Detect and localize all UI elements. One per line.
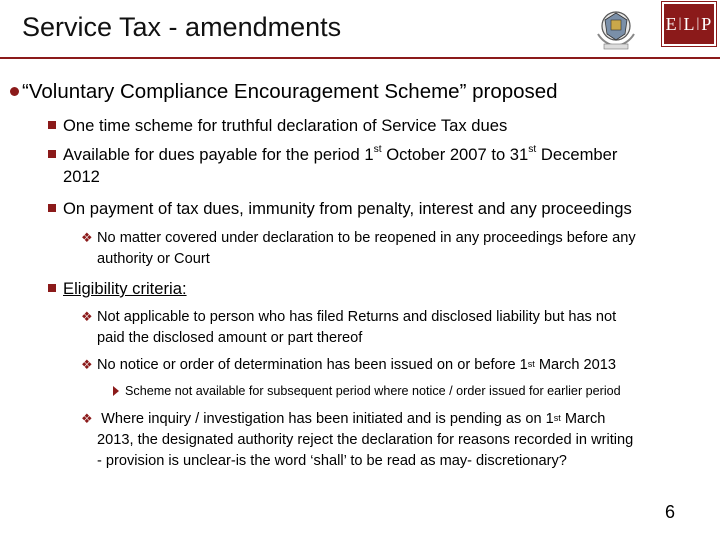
bullet-text [63, 145, 617, 164]
ordinal-suffix: st [528, 143, 537, 155]
title-divider [0, 57, 720, 59]
bullet-one-time [63, 116, 507, 136]
emblem-logo [592, 4, 640, 52]
elig-not-applicable [81, 307, 709, 327]
bullet-eligibility [63, 279, 187, 299]
bullet-text-part: Available for dues payable for the period 1 [63, 145, 374, 164]
sub-bullet-no-reopen-cont: authority or Court [97, 251, 210, 267]
elig-not-applicable-cont: paid the disclosed amount or part thereof [97, 330, 363, 346]
square-bullet-icon [48, 121, 56, 129]
bullet-text: On payment of tax dues, immunity from penalty, interest and any proceedings [63, 199, 632, 218]
bullet-text-part: December [536, 145, 618, 164]
ordinal-suffix: st [373, 143, 382, 155]
bullet-text: One time scheme for truthful declaration of Service Tax dues [63, 116, 508, 135]
scheme-heading [22, 80, 558, 104]
sub-bullet-text-part: Where inquiry / investigation has been initiated and is pending as on 1 [101, 411, 554, 427]
logo-letter-l: L [683, 13, 696, 34]
ordinal-suffix: st [553, 413, 561, 424]
ordinal-suffix: st [527, 359, 535, 370]
bullet-immunity [63, 199, 632, 219]
sub-bullet-text [97, 357, 616, 373]
elp-logo [662, 2, 716, 46]
logo-separator: | [696, 16, 701, 31]
square-bullet-icon [48, 284, 56, 292]
scheme-heading-text: “Voluntary Compliance Encouragement Scheme” proposed [22, 80, 558, 103]
square-bullet-icon [48, 150, 56, 158]
sub-bullet-no-reopen [81, 228, 636, 248]
sub-bullet-text [97, 411, 605, 427]
sub-bullet-text: No matter covered under declaration to be reopened in any proceedings before any [97, 230, 636, 246]
triangle-bullet-icon [113, 386, 119, 396]
sub-sub-bullet-scheme [125, 384, 621, 398]
sub-bullet-text-part: March [560, 411, 606, 427]
circle-bullet-icon [10, 87, 19, 96]
elig-inquiry-cont2: - provision is unclear-is the word ‘shall’ to be read as may- discretionary? [97, 453, 567, 469]
elig-inquiry-cont1: 2013, the designated authority reject the declaration for reasons recorded in writing [97, 432, 634, 448]
logo-letter-p: P [701, 13, 713, 34]
elig-no-notice [81, 355, 616, 375]
bullet-text-part: October 2007 to 31 [381, 145, 529, 164]
logo-letter-e: E [665, 13, 678, 34]
diamond-bullet-icon: ❖ [81, 230, 93, 245]
page-number: 6 [665, 502, 676, 522]
square-bullet-icon [48, 204, 56, 212]
diamond-bullet-icon: ❖ [81, 357, 93, 372]
bullet-available-cont: 2012 [63, 167, 100, 186]
bullet-available [63, 145, 617, 165]
logo-separator: | [678, 16, 683, 31]
eligibility-heading: Eligibility criteria: [63, 279, 187, 298]
diamond-bullet-icon: ❖ [81, 309, 93, 324]
page-title: Service Tax - amendments [22, 12, 342, 42]
sub-sub-bullet-text: Scheme not available for subsequent period where notice / order issued for earlier period [125, 384, 621, 398]
sub-bullet-text: Not applicable to person who has filed Returns and disclosed liability but has not [97, 309, 617, 325]
diamond-bullet-icon: ❖ [81, 411, 93, 426]
elig-inquiry [81, 409, 606, 429]
sub-bullet-text-part: No notice or order of determination has been issued on or before 1 [97, 357, 528, 373]
sub-bullet-text-part: March 2013 [534, 357, 616, 373]
